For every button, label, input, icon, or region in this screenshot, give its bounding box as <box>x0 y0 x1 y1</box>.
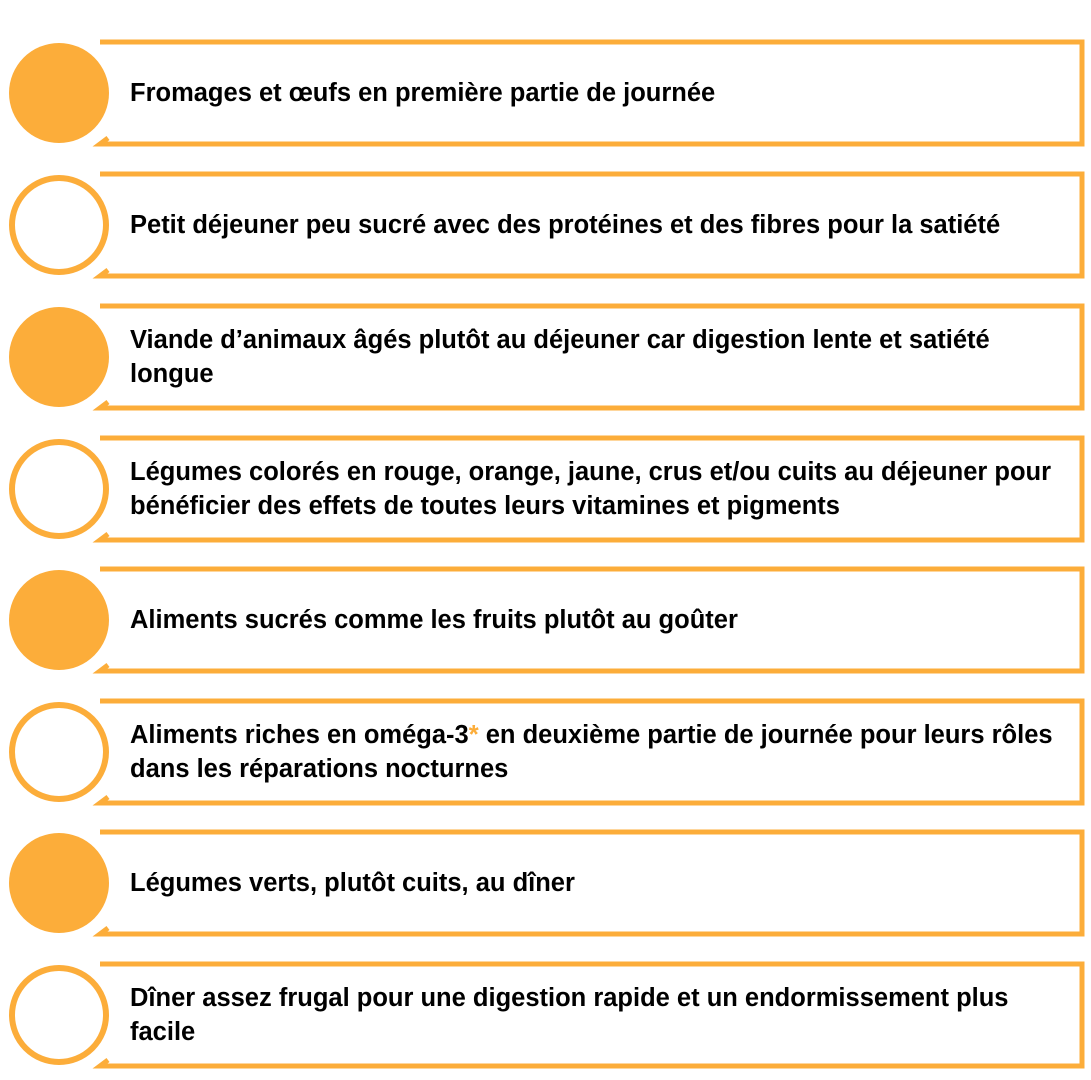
item-label <box>130 866 575 900</box>
item-text-2 <box>130 178 1075 272</box>
item-label <box>130 603 738 637</box>
filled-circle-marker <box>9 307 109 407</box>
item-label-text: Dîner assez frugal pour une digestion rapide et un endormissement plus facile <box>130 984 1009 1046</box>
item-text-6 <box>130 705 1075 799</box>
outline-circle-marker <box>12 178 106 272</box>
filled-circle-marker <box>9 833 109 933</box>
item-label <box>130 981 1075 1049</box>
item-text-8 <box>130 968 1075 1062</box>
item-label-text-continued: en deuxième partie de journée pour leurs rôles dans les réparations nocturnes <box>130 721 1053 783</box>
outline-circle-marker <box>12 442 106 536</box>
item-label <box>130 718 1075 786</box>
outline-circle-marker <box>12 968 106 1062</box>
item-label <box>130 208 1000 242</box>
item-label <box>130 323 1075 391</box>
item-label-text: Aliments sucrés comme les fruits plutôt au goûter <box>130 606 738 634</box>
item-label-text: Fromages et œufs en première partie de journée <box>130 79 716 107</box>
item-text-5 <box>130 573 1075 667</box>
item-text-3 <box>130 310 1075 404</box>
item-label-text: Aliments riches en oméga-3 <box>130 721 469 749</box>
item-label <box>130 76 715 110</box>
filled-circle-marker <box>9 43 109 143</box>
item-text-4 <box>130 442 1075 536</box>
item-label-text: Légumes verts, plutôt cuits, au dîner <box>130 869 575 897</box>
item-label-text: Légumes colorés en rouge, orange, jaune, crus et/ou cuits au déjeuner pour bénéficier des effets de toutes leurs vitamines et pigments <box>130 458 1052 520</box>
item-label-text: Viande d’animaux âgés plutôt au déjeuner car digestion lente et satiété longue <box>130 326 990 388</box>
filled-circle-marker <box>9 570 109 670</box>
item-label <box>130 455 1075 523</box>
item-text-7 <box>130 836 1075 930</box>
item-text-1 <box>130 46 1075 140</box>
footnote-asterisk: * <box>468 721 479 749</box>
outline-circle-marker <box>12 705 106 799</box>
item-label-text: Petit déjeuner peu sucré avec des protéines et des fibres pour la satiété <box>130 211 1001 239</box>
